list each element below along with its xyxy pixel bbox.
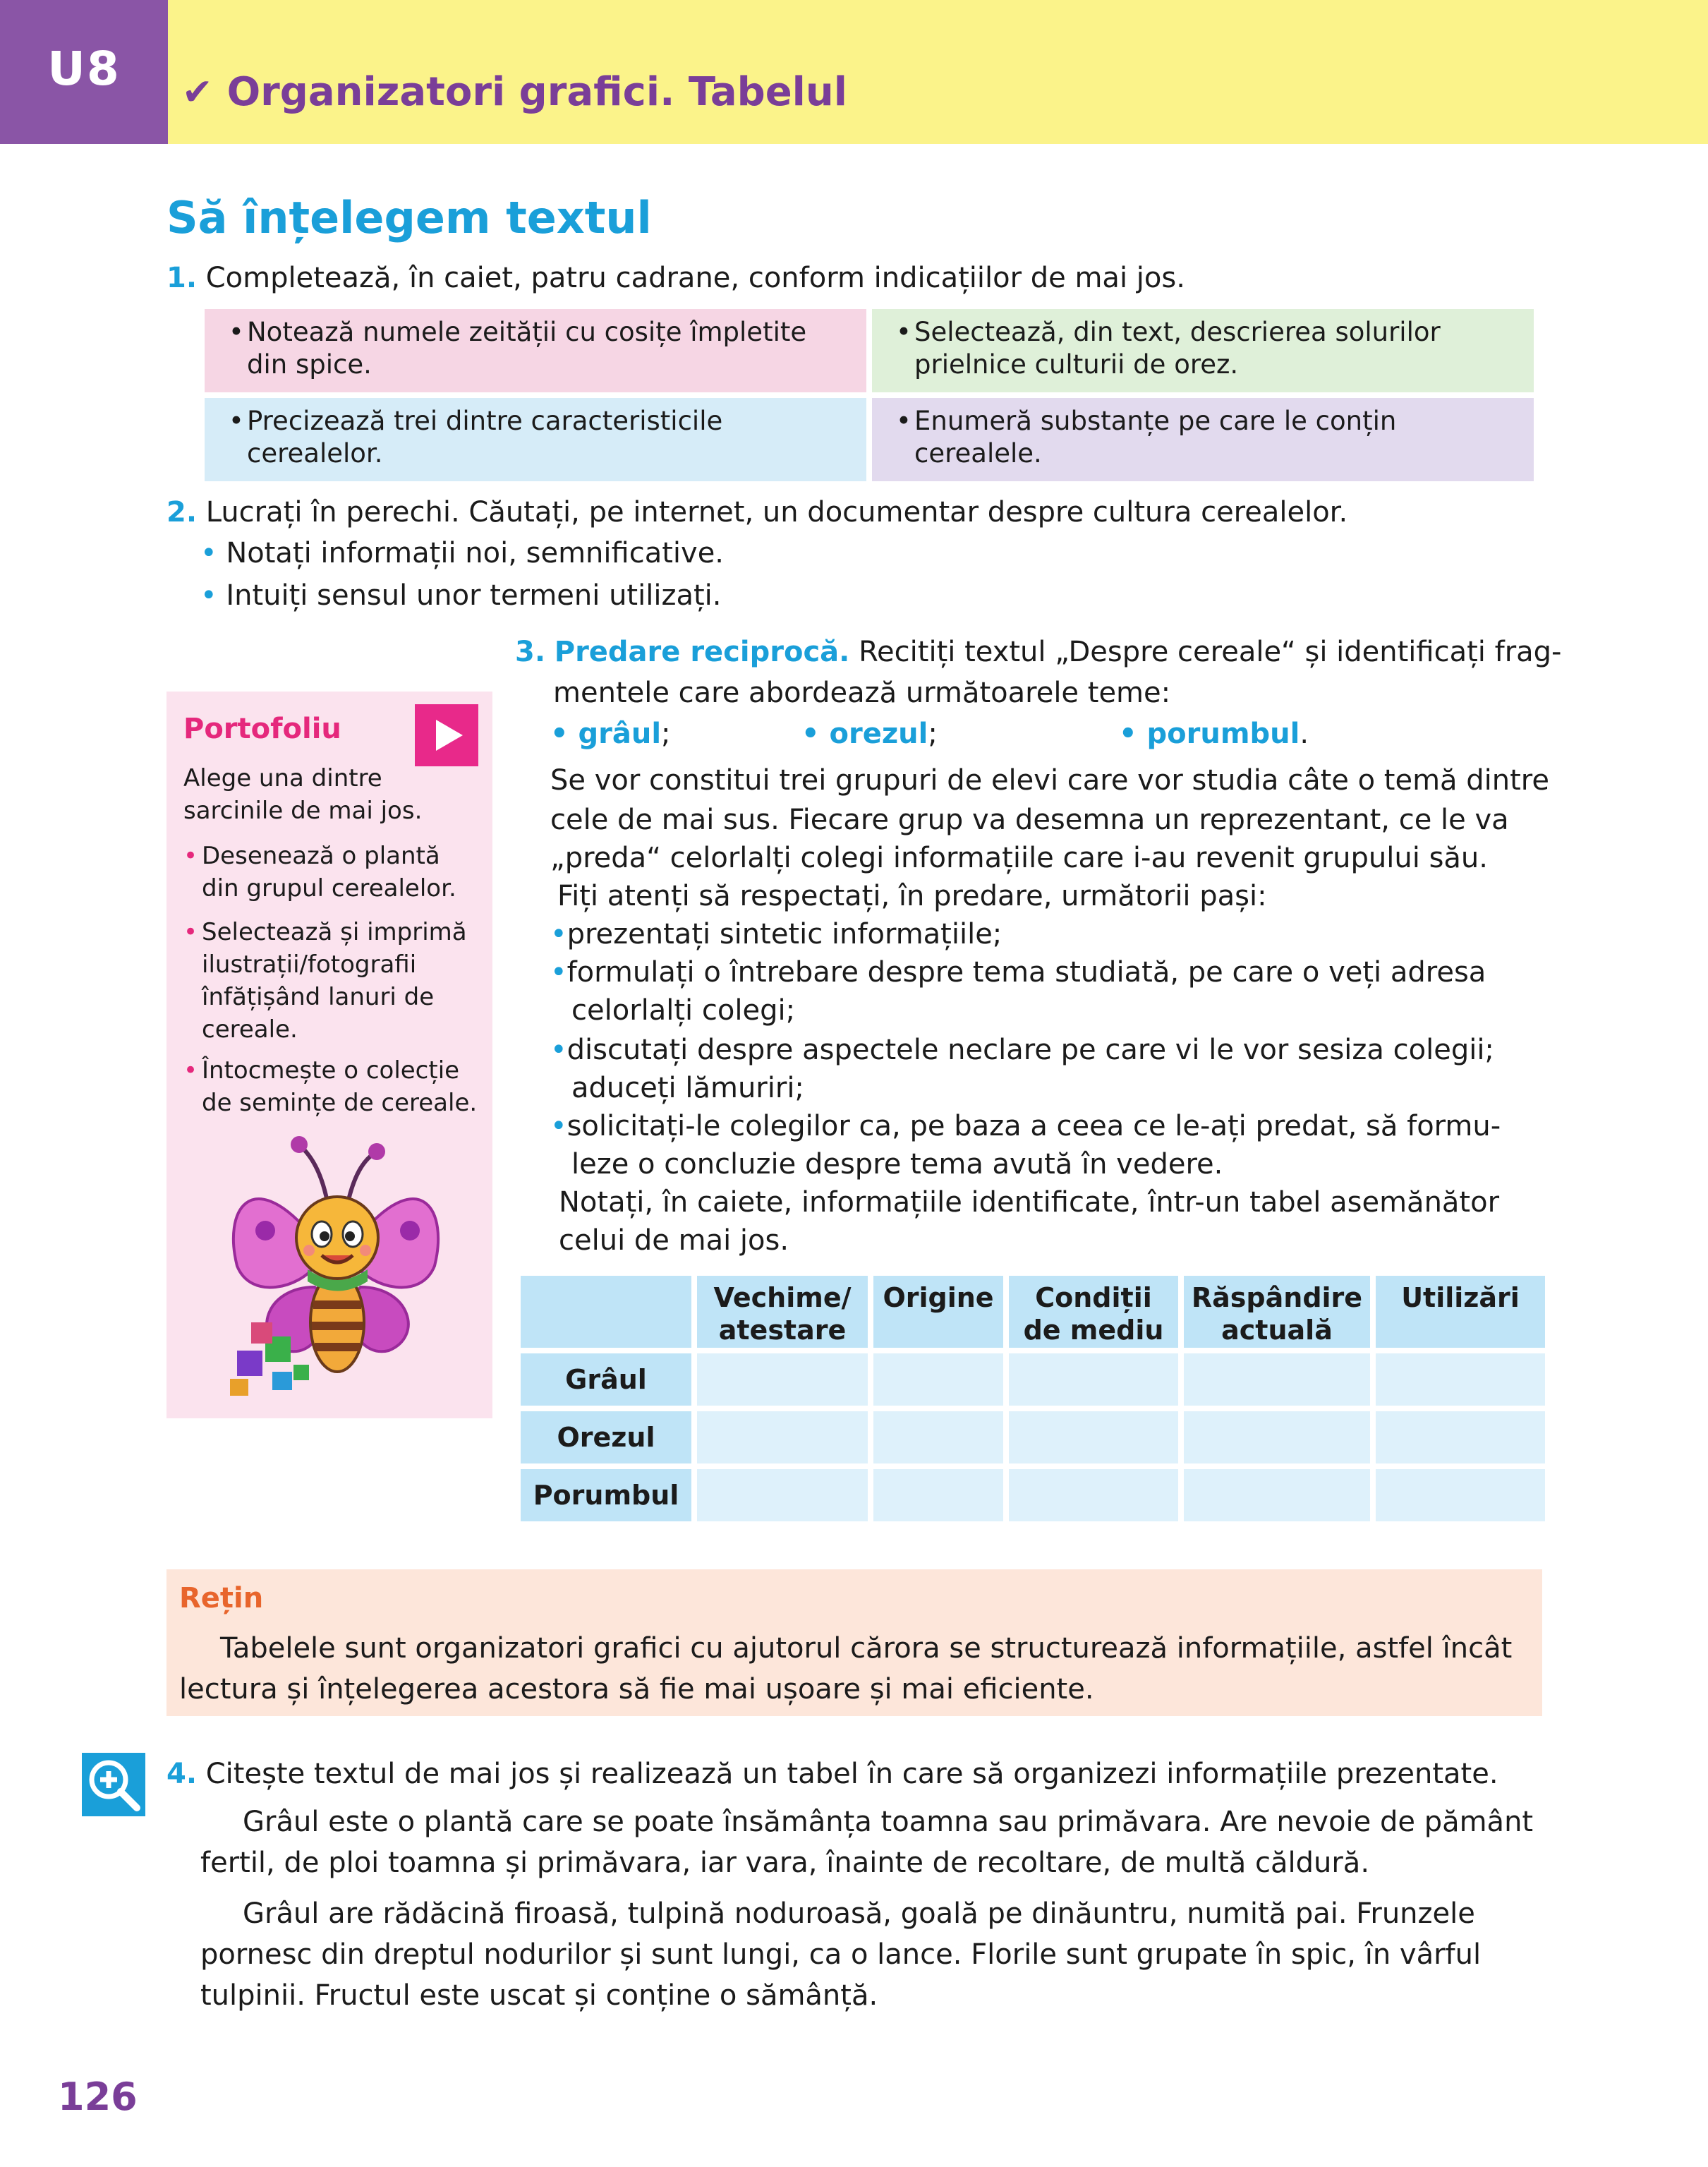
table-header-cell: [873, 1276, 1003, 1348]
table-cell: [1009, 1353, 1178, 1406]
table-header-row: [521, 1276, 1545, 1348]
task-4-para-2-line-2: pornesc din dreptul nodurilor și sunt lungi, ca o lance. Florile sunt grupate în spic, în vârful: [200, 1938, 1482, 1971]
task-2-number: 2.: [166, 496, 198, 529]
retin-box: [166, 1569, 1542, 1716]
portfolio-item-1-line-2: din grupul cerealelor.: [202, 874, 456, 903]
table-cell: [1184, 1411, 1370, 1463]
step-1-text: prezentați sintetic informațiile;: [567, 918, 1003, 950]
table-header-cell: [1376, 1276, 1545, 1348]
table-cell: [1009, 1469, 1178, 1521]
portfolio-item-3-line-1: • Întocmește o colecție: [202, 1056, 460, 1085]
header-raspandire-2: actuală: [1221, 1315, 1333, 1346]
table-header-cell: [1009, 1276, 1178, 1348]
quadrant-1-line-1: • Notează numele zeității cu cosițe împletite: [247, 317, 807, 347]
checkmark-icon: ✔: [182, 71, 213, 114]
quadrant-4-line-1: • Enumeră substanțe pe care le conțin: [914, 406, 1397, 436]
table-cell: [1184, 1353, 1370, 1406]
header-conditii-1: Condiții: [1035, 1282, 1152, 1313]
retin-line-2: lectura și înțelegerea acestora să fie mai ușoare și mai eficiente.: [179, 1673, 1094, 1706]
task-4-text: Citește textul de mai jos și realizează un tabel în care să organizezi informațiile prezentate.: [205, 1758, 1498, 1790]
retin-title: Rețin: [179, 1582, 264, 1614]
task-4-para-2-line-1: Grâul are rădăcină firoasă, tulpină noduroasă, goală pe dinăuntru, numită pai. Frunzele: [243, 1897, 1475, 1930]
table-cell: [873, 1411, 1003, 1463]
task-2-bullet-2-text: Intuiți sensul unor termeni utilizați.: [226, 579, 722, 612]
task-4-para-1-line-2: fertil, de ploi toamna și primăvara, iar vara, înainte de recoltare, de multă căldură.: [200, 1847, 1370, 1879]
task-2-bullet-2: • Intuiți sensul unor termeni utilizați.: [200, 579, 722, 612]
table-header-cell: [1184, 1276, 1370, 1348]
table-cell: [1376, 1469, 1545, 1521]
header-conditii-2: de mediu: [1023, 1315, 1164, 1346]
table-cell: [1184, 1469, 1370, 1521]
step-1: •prezentați sintetic informațiile;: [550, 918, 1003, 950]
task-3-closing-2: celui de mai jos.: [559, 1224, 789, 1257]
table-cell: [697, 1411, 868, 1463]
table-cell: [1009, 1411, 1178, 1463]
portfolio-item-1-line-1: • Desenează o plantă: [202, 842, 440, 870]
quadrant-2: [872, 309, 1534, 392]
chapter-title-text: Organizatori grafici. Tabelul: [226, 69, 847, 115]
table-cell: [697, 1469, 868, 1521]
step-4: •solicitați-le colegilor ca, pe baza a ceea ce le-ați predat, să formu-: [550, 1110, 1501, 1142]
portfolio-box: [166, 692, 492, 1418]
portfolio-item-2-line-2: ilustrații/fotografii: [202, 950, 417, 979]
header-vechime-1: Vechime/: [713, 1282, 852, 1313]
task-3-number: 3.: [515, 636, 546, 668]
task-3-line-2: mentele care abordează următoarele teme:: [553, 677, 1171, 709]
step-3-text-1: discutați despre aspectele neclare pe care vi le vor sesiza colegii;: [567, 1034, 1494, 1066]
task-4-number: 4.: [166, 1758, 198, 1790]
header-origine: Origine: [883, 1282, 994, 1313]
table-cell: [1376, 1411, 1545, 1463]
step-2-text-2: celorlalți colegi;: [571, 994, 796, 1027]
portfolio-title: Portofoliu: [183, 713, 341, 745]
step-2-text-1: formulați o întrebare despre tema studiată, pe care o veți adresa: [567, 956, 1486, 989]
page-number: 126: [58, 2075, 138, 2119]
task-3-label: Predare reciprocă.: [554, 636, 850, 668]
task-3-para-line-1: Se vor constitui trei grupuri de elevi care vor studia câte o temă dintre: [550, 764, 1549, 797]
task-1-number: 1.: [166, 262, 198, 294]
row-header-graul: Grâul: [521, 1353, 691, 1406]
section-title: Să înțelegem textul: [166, 192, 652, 243]
step-3: •discutați despre aspectele neclare pe care vi le vor sesiza colegii;: [550, 1034, 1494, 1066]
portfolio-item-1: [183, 840, 456, 905]
table-row: [521, 1411, 1545, 1463]
portfolio-item-2-line-4: cereale.: [202, 1015, 298, 1044]
quadrant-3-line-1: • Precizează trei dintre caracteristicile: [247, 406, 723, 436]
play-icon[interactable]: [415, 704, 478, 766]
retin-line-1: Tabelele sunt organizatori grafici cu ajutorul cărora se structurează informațiile, astfel încât: [220, 1632, 1513, 1665]
table-cell: [873, 1469, 1003, 1521]
task-3-line-1: [515, 632, 1562, 672]
theme-3: • porumbul.: [1119, 718, 1309, 750]
header-vechime-2: atestare: [718, 1315, 847, 1346]
task-3-para-line-2: cele de mai sus. Fiecare grup va desemna un reprezentant, ce le va: [550, 804, 1509, 836]
table-corner-cell: [521, 1276, 691, 1348]
table-row: [521, 1353, 1545, 1406]
theme-2-text: orezul: [829, 718, 928, 750]
butterfly-illustration: [223, 1125, 449, 1407]
portfolio-intro-2: sarcinile de mai jos.: [183, 797, 423, 825]
task-4-para-2-line-3: tulpinii. Fructul este uscat și conține o sămânță.: [200, 1979, 878, 2012]
quadrant-4-line-2: cerealele.: [914, 438, 1042, 469]
header-raspandire-1: Răspândire: [1191, 1282, 1363, 1313]
unit-badge: U8: [0, 0, 168, 144]
theme-1: • grâul;: [550, 718, 671, 750]
row-header-orezul: Orezul: [521, 1411, 691, 1463]
theme-1-text: grâul: [578, 718, 662, 750]
quadrant-2-line-1: • Selectează, din text, descrierea solurilor: [914, 317, 1441, 347]
quadrant-3: [205, 398, 866, 481]
step-4-text-1: solicitați-le colegilor ca, pe baza a ceea ce le-ați predat, să formu-: [567, 1110, 1501, 1142]
theme-3-text: porumbul: [1146, 718, 1300, 750]
table-header-cell: [697, 1276, 868, 1348]
task-1-text: Completează, în caiet, patru cadrane, conform indicațiilor de mai jos.: [205, 262, 1185, 294]
quadrant-3-line-2: cerealelor.: [247, 438, 383, 469]
header-utilizari: Utilizări: [1401, 1282, 1520, 1313]
table-row: [521, 1469, 1545, 1521]
task-1: [166, 258, 1185, 298]
task-2-bullet-1-text: Notați informații noi, semnificative.: [226, 537, 725, 569]
portfolio-item-3-line-2: de semințe de cereale.: [202, 1089, 478, 1117]
chapter-title: [182, 69, 847, 115]
portfolio-item-3: [183, 1054, 477, 1119]
quadrant-2-line-2: prielnice culturii de orez.: [914, 349, 1239, 380]
portfolio-item-2-line-3: înfățișând lanuri de: [202, 983, 435, 1011]
magnifier-icon[interactable]: [82, 1753, 145, 1816]
step-4-text-2: leze o concluzie despre tema avută în vedere.: [571, 1148, 1223, 1181]
portfolio-item-2-line-1: • Selectează și imprimă: [202, 918, 467, 946]
task-3-para-line-4: Fiți atenți să respectați, în predare, următorii pași:: [557, 880, 1267, 912]
task-3-closing-1: Notați, în caiete, informațiile identificate, într-un tabel asemănător: [559, 1186, 1500, 1219]
quadrant-1: [205, 309, 866, 392]
cereals-table: [515, 1270, 1551, 1527]
step-2: •formulați o întrebare despre tema studiată, pe care o veți adresa: [550, 956, 1486, 989]
portfolio-intro-1: Alege una dintre: [183, 764, 382, 792]
task-2: [166, 493, 1347, 532]
table-cell: [873, 1353, 1003, 1406]
quadrant-1-line-2: din spice.: [247, 349, 372, 380]
table-cell: [697, 1353, 868, 1406]
task-3-para-line-3: „preda“ celorlalți colegi informațiile care i-au revenit grupului său.: [550, 842, 1488, 874]
portfolio-item-2: [183, 916, 467, 1046]
step-3-text-2: aduceți lămuriri;: [571, 1072, 804, 1104]
task-2-text: Lucrați în perechi. Căutați, pe internet, un documentar despre cultura cerealelor.: [205, 496, 1348, 529]
task-2-bullet-1: • Notați informații noi, semnificative.: [200, 537, 725, 569]
task-4: [166, 1754, 1498, 1794]
task-3-line-1-rest: Recitiți textul „Despre cereale“ și identificați frag-: [859, 636, 1562, 668]
task-4-para-1-line-1: Grâul este o plantă care se poate însămânța toamna sau primăvara. Are nevoie de pământ: [243, 1806, 1534, 1838]
theme-2: • orezul;: [801, 718, 938, 750]
row-header-porumbul: Porumbul: [521, 1469, 691, 1521]
quadrant-4: [872, 398, 1534, 481]
table-cell: [1376, 1353, 1545, 1406]
